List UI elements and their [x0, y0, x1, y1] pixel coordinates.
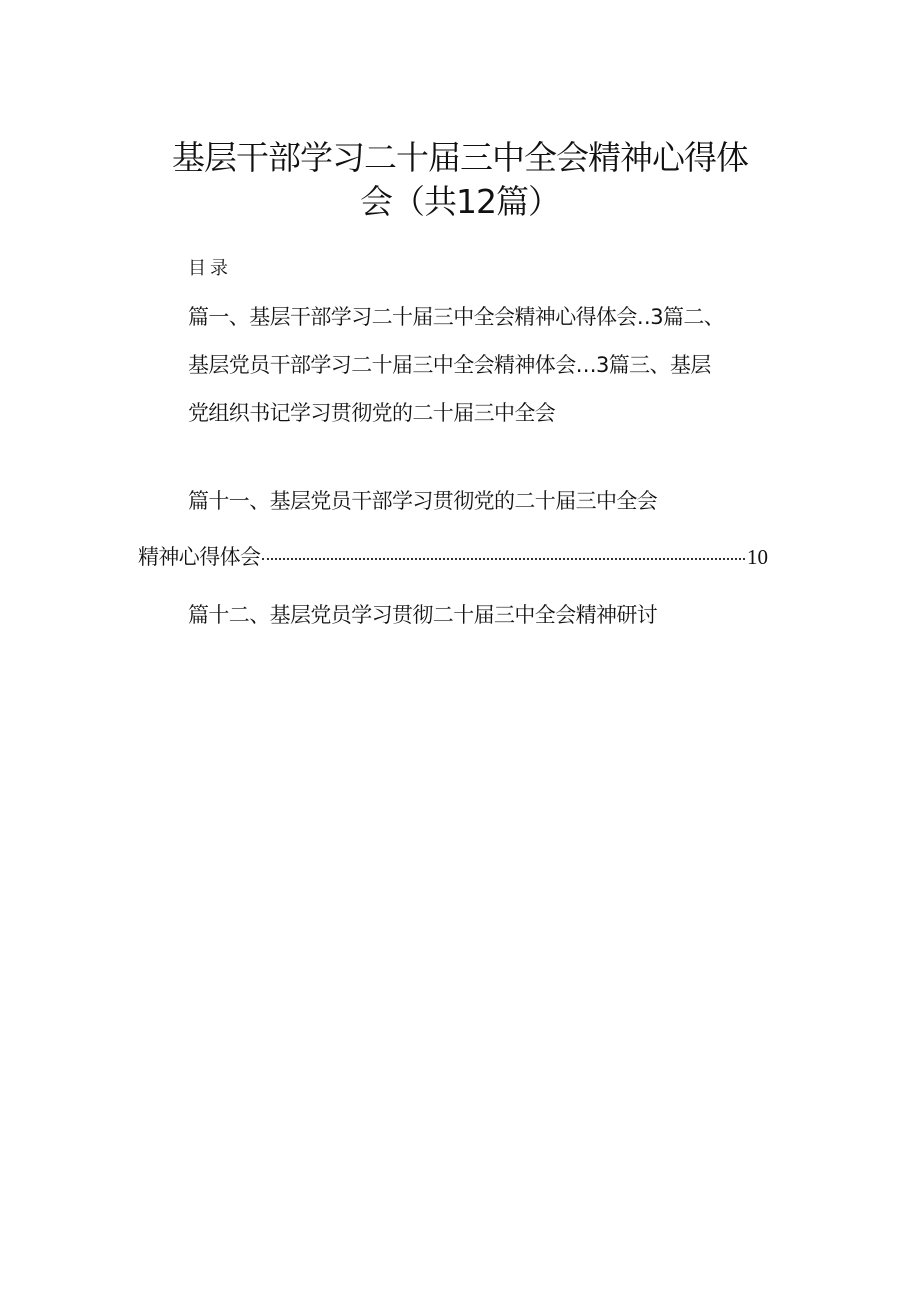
toc-line-12[interactable]: 篇十二、基层党员学习贯彻二十届三中全会精神研讨: [188, 603, 658, 627]
toc-entry-11-continuation[interactable]: [138, 542, 768, 572]
toc-line-3[interactable]: 党组织书记学习贯彻党的二十届三中全会: [188, 401, 556, 425]
toc-line-4[interactable]: 篇十一、基层党员干部学习贯彻党的二十届三中全会: [188, 489, 658, 513]
document-title-line-1: 基层干部学习二十届三中全会精神心得体: [172, 138, 748, 177]
toc-dot-leader: [262, 558, 745, 560]
toc-line-1[interactable]: 篇一、基层干部学习二十届三中全会精神心得体会‥3篇二、: [188, 305, 725, 329]
toc-line-2[interactable]: 基层党员干部学习二十届三中全会精神体会…3篇三、基层: [188, 353, 711, 377]
toc-heading: 目录: [188, 258, 232, 279]
toc-entry-11-page-number: 10: [747, 545, 768, 569]
document-title-line-2: 会（共12篇）: [360, 182, 560, 221]
toc-entry-11-text: 精神心得体会: [138, 545, 261, 569]
